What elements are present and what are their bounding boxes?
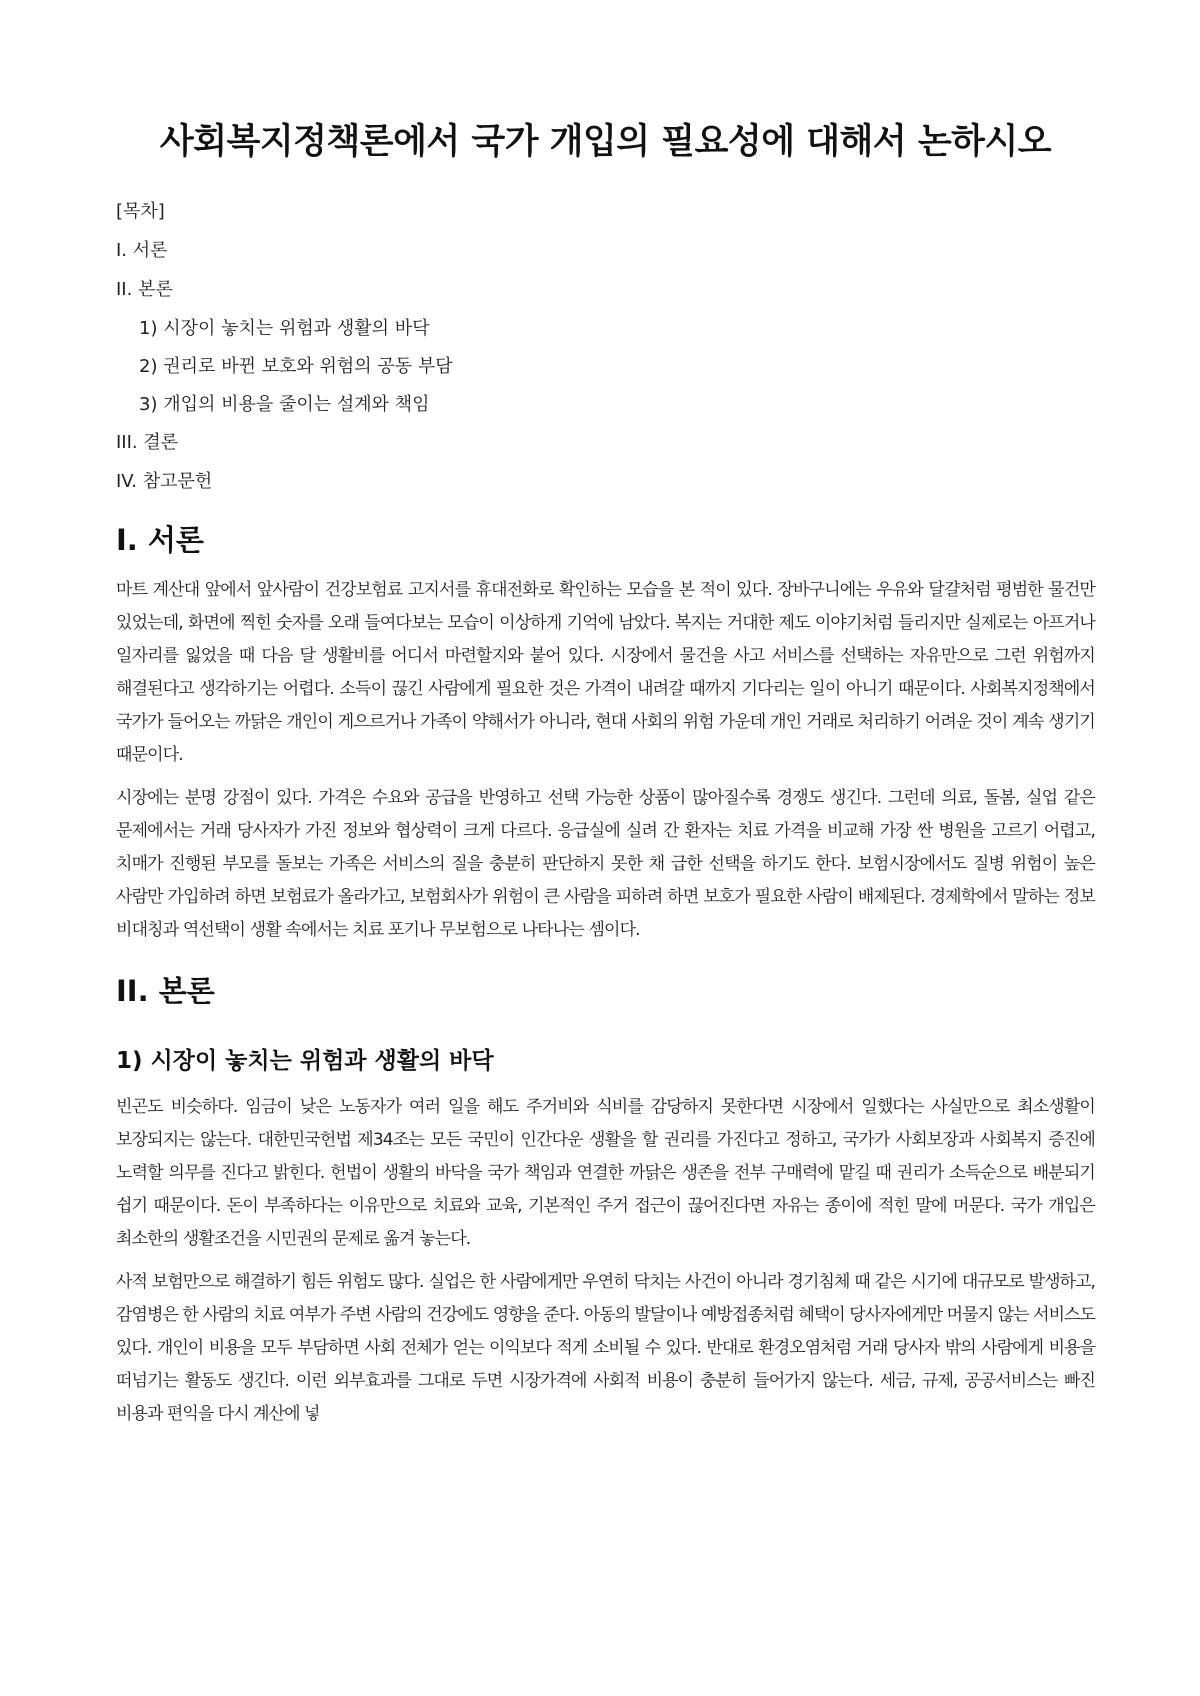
document-title: 사회복지정책론에서 국가 개입의 필요성에 대해서 논하시오 xyxy=(159,122,1052,162)
toc-item-body-3: 3) 개입의 비용을 줄이는 설계와 책임 xyxy=(139,394,430,415)
toc-item-conclusion: III. 결론 xyxy=(116,432,179,453)
table-of-contents xyxy=(116,200,1095,494)
toc-item-body-2: 2) 권리로 바뀐 보호와 위험의 공동 부담 xyxy=(139,356,453,377)
subsection-heading-1: 1) 시장이 놓치는 위험과 생활의 바닥 xyxy=(116,1048,494,1074)
paragraph: 빈곤도 비슷하다. 임금이 낮은 노동자가 여러 일을 해도 주거비와 식비를 감당하지 못한다면 시장에서 일했다는 사실만으로 최소생활이 보장되지는 않는다. 대한민국헌법 제34조는 모든 국민이 인간다운 생활을 할 권리를 가진다고 정하고, 국가가 사회보장과 사회복지 증진에 노력할 의무를 진다고 밝힌다. 헌법이 생활의 바닥을 국가 책임과 연결한 까닭은 생존을 전부 구매력에 맡길 때 권리가 소득순으로 배분되기 쉽기 때문이다. 돈이 부족하다는 이유만으로 치료와 교육, 기본적인 주거 접근이 끊어진다면 자유는 종이에 적힌 말에 머문다. 국가 개입은 최소한의 생활조건을 시민권의 문제로 옮겨 놓는다. xyxy=(116,1097,1095,1249)
section-heading-intro: I. 서론 xyxy=(116,523,204,557)
paragraph: 시장에는 분명 강점이 있다. 가격은 수요와 공급을 반영하고 선택 가능한 상품이 많아질수록 경쟁도 생긴다. 그런데 의료, 돌봄, 실업 같은 문제에서는 거래 당사자가 가진 정보와 협상력이 크게 다르다. 응급실에 실려 간 환자는 치료 가격을 비교해 가장 싼 병원을 고르기 어렵고, 치매가 진행된 부모를 돌보는 가족은 서비스의 질을 충분히 판단하지 못한 채 급한 선택을 하기도 한다. 보험시장에서도 질병 위험이 높은 사람만 가입하려 하면 보험료가 올라가고, 보험회사가 위험이 큰 사람을 피하려 하면 보호가 필요한 사람이 배제된다. 경제학에서 말하는 정보 비대칭과 역선택이 생활 속에서는 치료 포기나 무보험으로 나타나는 셈이다. xyxy=(116,788,1095,940)
toc-item-references: IV. 참고문헌 xyxy=(116,471,213,492)
toc-heading: [목차] xyxy=(116,201,165,222)
toc-item-body-1: 1) 시장이 놓치는 위험과 생활의 바닥 xyxy=(139,318,430,339)
toc-item-body: II. 본론 xyxy=(116,279,173,300)
section-heading-body: II. 본론 xyxy=(116,974,215,1008)
paragraph: 사적 보험만으로 해결하기 힘든 위험도 많다. 실업은 한 사람에게만 우연히 닥치는 사건이 아니라 경기침체 때 같은 시기에 대규모로 발생하고, 감염병은 한 사람의 치료 여부가 주변 사람의 건강에도 영향을 준다. 아동의 발달이나 예방접종처럼 혜택이 당사자에게만 머물지 않는 서비스도 있다. 개인이 비용을 모두 부담하면 사회 전체가 얻는 이익보다 적게 소비될 수 있다. 반대로 환경오염처럼 거래 당사자 밖의 사람에게 비용을 떠넘기는 활동도 생긴다. 이런 외부효과를 그대로 두면 시장가격에 사회적 비용이 충분히 들어가지 않는다. 세금, 규제, 공공서비스는 빠진 비용과 편익을 다시 계산에 넣 xyxy=(116,1272,1095,1424)
paragraph: 마트 계산대 앞에서 앞사람이 건강보험료 고지서를 휴대전화로 확인하는 모습을 본 적이 있다. 장바구니에는 우유와 달걀처럼 평범한 물건만 있었는데, 화면에 찍힌 숫자를 오래 들여다보는 모습이 이상하게 기억에 남았다. 복지는 거대한 제도 이야기처럼 들리지만 실제로는 아프거나 일자리를 잃었을 때 다음 달 생활비를 어디서 마련할지와 붙어 있다. 시장에서 물건을 사고 서비스를 선택하는 자유만으로 그런 위험까지 해결된다고 생각하기는 어렵다. 소득이 끊긴 사람에게 필요한 것은 가격이 내려갈 때까지 기다리는 일이 아니기 때문이다. 사회복지정책에서 국가가 들어오는 까닭은 개인이 게으르거나 가족이 약해서가 아니라, 현대 사회의 위험 가운데 개인 거래로 처리하기 어려운 것이 계속 생기기 때문이다. xyxy=(116,580,1095,765)
toc-item-intro: I. 서론 xyxy=(116,240,168,261)
